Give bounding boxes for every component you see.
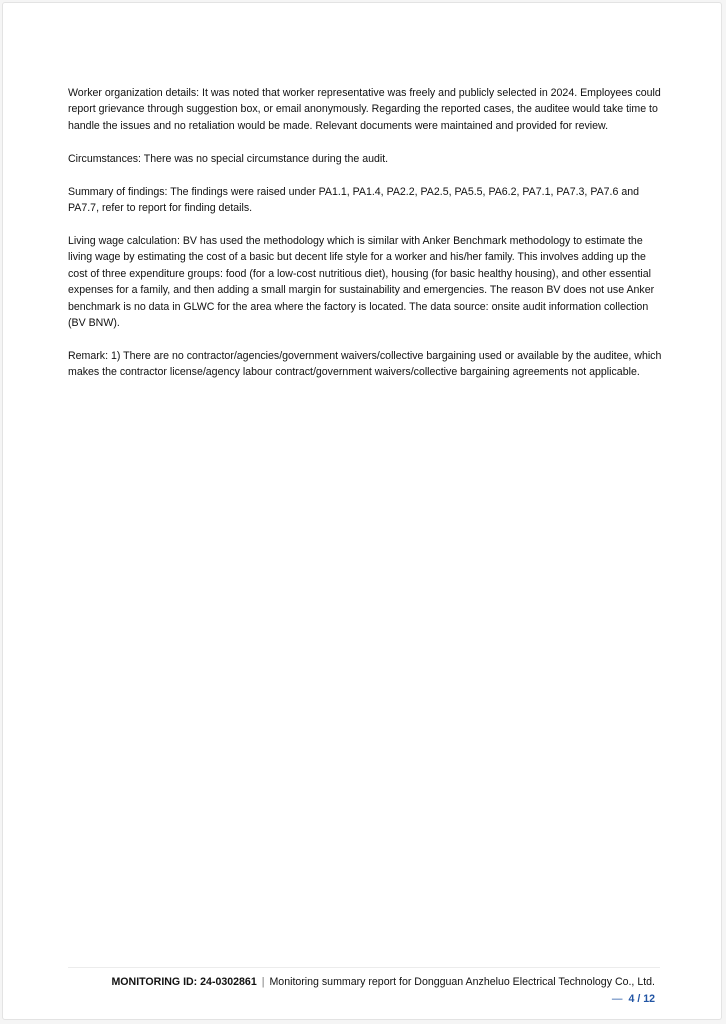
- worker-organization-paragraph: Worker organization details: It was noted that worker representative was freely and publicly selected in 2024. Employees could report grievance through suggestion box, or email anonymously. Regarding the reported cases, the auditee would take time to handle the issues and no retaliation would be made. Relevant documents were maintained and provided for review.: [68, 87, 661, 132]
- remark-paragraph: Remark: 1) There are no contractor/agencies/government waivers/collective bargaining used or available by the auditee, which makes the contractor license/agency labour contract/government waivers/collective bargaining agreements not applicable.: [68, 349, 662, 379]
- monitoring-id: MONITORING ID: 24-0302861: [111, 976, 257, 988]
- living-wage-paragraph: Living wage calculation: BV has used the methodology which is similar with Anker Benchmark methodology to estimate the living wage by estimating the cost of a basic but decent life style for a worker and his/her family. This involves adding up the cost of three expenditure groups: food (for a low-cost nutritious diet), housing (for basic healthy housing), and other essential expenses for a family, and then adding a small margin for sustainability and emergencies. The reason BV does not use Anker benchmark is no data in GLWC for the area where the factory is located. The data source: onsite audit information collection (BV BNW).: [68, 234, 655, 329]
- page-number-block: [612, 993, 655, 1005]
- footer-divider: [68, 967, 660, 968]
- document-page: [2, 2, 722, 1020]
- page-number-dash: —: [611, 993, 623, 1005]
- page-body: [68, 85, 663, 397]
- report-title: Monitoring summary report for Dongguan Anzheluo Electrical Technology Co., Ltd.: [269, 976, 655, 988]
- circumstances-paragraph: Circumstances: There was no special circumstance during the audit.: [68, 152, 389, 165]
- footer-separator: |: [261, 976, 265, 988]
- page-footer: [111, 976, 655, 988]
- summary-of-findings-paragraph: Summary of findings: The findings were raised under PA1.1, PA1.4, PA2.2, PA2.5, PA5.5, PA6.2, PA7.1, PA7.3, PA7.6 and PA7.7, refer to report for finding details.: [68, 185, 640, 215]
- page-number: 4 / 12: [628, 993, 655, 1005]
